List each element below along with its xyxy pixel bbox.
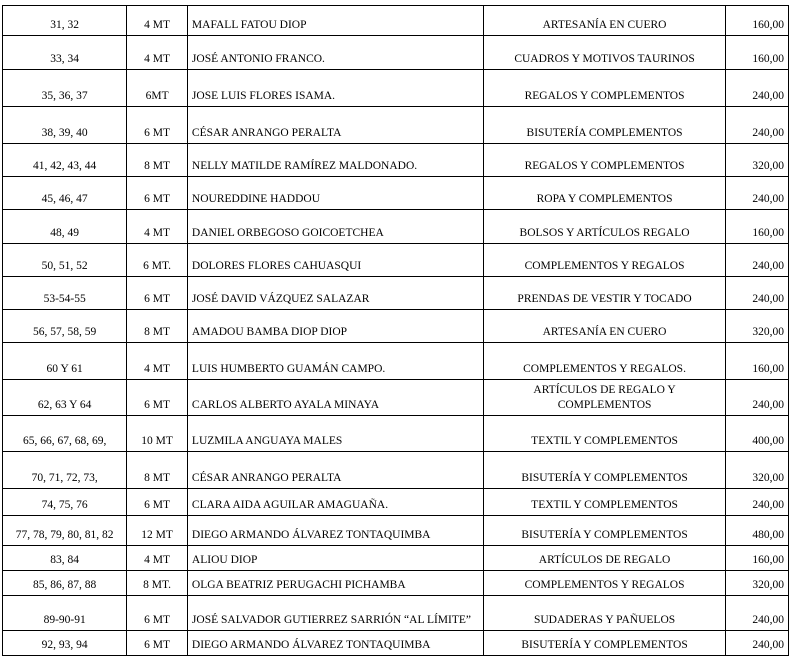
price-cell: 240,00	[726, 277, 789, 310]
activity-cell: BISUTERÍA Y COMPLEMENTOS	[483, 516, 725, 546]
stalls-table-body	[3, 6, 789, 656]
stall-size-cell: 8 MT	[127, 452, 188, 489]
price-cell: 160,00	[726, 6, 789, 36]
vendor-name-cell: CLARA AIDA AGUILAR AMAGUAÑA.	[187, 489, 483, 516]
table-row	[3, 571, 789, 596]
activity-cell: ARTÍCULOS DE REGALO Y COMPLEMENTOS	[483, 380, 725, 416]
table-row	[3, 70, 789, 107]
stall-size-cell: 6 MT	[127, 380, 188, 416]
activity-cell: CUADROS Y MOTIVOS TAURINOS	[483, 36, 725, 70]
lot-numbers-cell: 83, 84	[3, 546, 127, 571]
lot-numbers-cell: 41, 42, 43, 44	[3, 144, 127, 177]
stall-size-cell: 6 MT	[127, 177, 188, 210]
vendor-name-cell: NOUREDDINE HADDOU	[187, 177, 483, 210]
table-row	[3, 416, 789, 452]
vendor-name-cell: CÉSAR ANRANGO PERALTA	[187, 107, 483, 144]
lot-numbers-cell: 38, 39, 40	[3, 107, 127, 144]
stall-size-cell: 8 MT.	[127, 571, 188, 596]
table-row	[3, 310, 789, 343]
lot-numbers-cell: 74, 75, 76	[3, 489, 127, 516]
table-row	[3, 343, 789, 380]
vendor-name-cell: AMADOU BAMBA DIOP DIOP	[187, 310, 483, 343]
activity-cell: BISUTERÍA Y COMPLEMENTOS	[483, 452, 725, 489]
table-row	[3, 516, 789, 546]
activity-cell: REGALOS Y COMPLEMENTOS	[483, 144, 725, 177]
vendor-name-cell: JOSÉ ANTONIO FRANCO.	[187, 36, 483, 70]
stall-size-cell: 10 MT	[127, 416, 188, 452]
lot-numbers-cell: 33, 34	[3, 36, 127, 70]
price-cell: 240,00	[726, 244, 789, 277]
vendor-name-cell: DIEGO ARMANDO ÁLVAREZ TONTAQUIMBA	[187, 631, 483, 656]
activity-cell: COMPLEMENTOS Y REGALOS	[483, 571, 725, 596]
vendor-name-cell: CÉSAR ANRANGO PERALTA	[187, 452, 483, 489]
lot-numbers-cell: 53-54-55	[3, 277, 127, 310]
price-cell: 320,00	[726, 571, 789, 596]
stall-size-cell: 4 MT	[127, 6, 188, 36]
activity-cell: ROPA Y COMPLEMENTOS	[483, 177, 725, 210]
vendor-name-cell: DIEGO ARMANDO ÁLVAREZ TONTAQUIMBA	[187, 516, 483, 546]
stall-size-cell: 8 MT	[127, 144, 188, 177]
lot-numbers-cell: 85, 86, 87, 88	[3, 571, 127, 596]
price-cell: 320,00	[726, 144, 789, 177]
stall-size-cell: 6MT	[127, 70, 188, 107]
activity-cell: ARTÍCULOS DE REGALO	[483, 546, 725, 571]
stall-size-cell: 6 MT	[127, 107, 188, 144]
activity-cell: TEXTIL Y COMPLEMENTOS	[483, 416, 725, 452]
vendor-name-cell: DOLORES FLORES CAHUASQUI	[187, 244, 483, 277]
table-row	[3, 546, 789, 571]
price-cell: 240,00	[726, 631, 789, 656]
table-row	[3, 144, 789, 177]
vendor-name-cell: ALIOU DIOP	[187, 546, 483, 571]
lot-numbers-cell: 70, 71, 72, 73,	[3, 452, 127, 489]
stall-size-cell: 8 MT	[127, 310, 188, 343]
table-row	[3, 107, 789, 144]
table-row	[3, 596, 789, 631]
table-row	[3, 6, 789, 36]
lot-numbers-cell: 48, 49	[3, 210, 127, 244]
lot-numbers-cell: 62, 63 Y 64	[3, 380, 127, 416]
activity-cell: ARTESANÍA EN CUERO	[483, 310, 725, 343]
price-cell: 160,00	[726, 36, 789, 70]
stall-size-cell: 6 MT	[127, 596, 188, 631]
price-cell: 160,00	[726, 343, 789, 380]
lot-numbers-cell: 92, 93, 94	[3, 631, 127, 656]
table-row	[3, 452, 789, 489]
table-row	[3, 631, 789, 656]
activity-cell: BOLSOS Y ARTÍCULOS REGALO	[483, 210, 725, 244]
vendor-name-cell: OLGA BEATRIZ PERUGACHI PICHAMBA	[187, 571, 483, 596]
activity-cell: COMPLEMENTOS Y REGALOS	[483, 244, 725, 277]
price-cell: 320,00	[726, 452, 789, 489]
vendor-name-cell: JOSE LUIS FLORES ISAMA.	[187, 70, 483, 107]
table-row	[3, 244, 789, 277]
price-cell: 240,00	[726, 107, 789, 144]
vendor-name-cell: DANIEL ORBEGOSO GOICOETCHEA	[187, 210, 483, 244]
table-row	[3, 277, 789, 310]
activity-cell: TEXTIL Y COMPLEMENTOS	[483, 489, 725, 516]
stall-size-cell: 4 MT	[127, 546, 188, 571]
lot-numbers-cell: 65, 66, 67, 68, 69,	[3, 416, 127, 452]
vendor-name-cell: JOSÉ SALVADOR GUTIERREZ SARRIÓN “AL LÍMITE”	[187, 596, 483, 631]
stall-size-cell: 4 MT	[127, 343, 188, 380]
vendor-name-cell: LUIS HUMBERTO GUAMÁN CAMPO.	[187, 343, 483, 380]
stall-size-cell: 12 MT	[127, 516, 188, 546]
stall-size-cell: 6 MT.	[127, 244, 188, 277]
lot-numbers-cell: 77, 78, 79, 80, 81, 82	[3, 516, 127, 546]
table-row	[3, 489, 789, 516]
table-row	[3, 36, 789, 70]
activity-cell: COMPLEMENTOS Y REGALOS.	[483, 343, 725, 380]
vendor-name-cell: MAFALL FATOU DIOP	[187, 6, 483, 36]
activity-cell: PRENDAS DE VESTIR Y TOCADO	[483, 277, 725, 310]
stall-size-cell: 6 MT	[127, 631, 188, 656]
lot-numbers-cell: 45, 46, 47	[3, 177, 127, 210]
price-cell: 240,00	[726, 380, 789, 416]
stall-size-cell: 6 MT	[127, 489, 188, 516]
price-cell: 240,00	[726, 489, 789, 516]
lot-numbers-cell: 50, 51, 52	[3, 244, 127, 277]
price-cell: 240,00	[726, 177, 789, 210]
price-cell: 240,00	[726, 70, 789, 107]
price-cell: 160,00	[726, 210, 789, 244]
lot-numbers-cell: 35, 36, 37	[3, 70, 127, 107]
lot-numbers-cell: 31, 32	[3, 6, 127, 36]
activity-cell: ARTESANÍA EN CUERO	[483, 6, 725, 36]
activity-cell: REGALOS Y COMPLEMENTOS	[483, 70, 725, 107]
table-row	[3, 380, 789, 416]
activity-cell: BISUTERÍA Y COMPLEMENTOS	[483, 631, 725, 656]
lot-numbers-cell: 60 Y 61	[3, 343, 127, 380]
vendor-name-cell: CARLOS ALBERTO AYALA MINAYA	[187, 380, 483, 416]
table-row	[3, 210, 789, 244]
stall-size-cell: 4 MT	[127, 36, 188, 70]
price-cell: 400,00	[726, 416, 789, 452]
lot-numbers-cell: 89-90-91	[3, 596, 127, 631]
vendor-name-cell: NELLY MATILDE RAMÍREZ MALDONADO.	[187, 144, 483, 177]
price-cell: 320,00	[726, 310, 789, 343]
price-cell: 480,00	[726, 516, 789, 546]
table-row	[3, 177, 789, 210]
price-cell: 240,00	[726, 596, 789, 631]
vendor-name-cell: JOSÉ DAVID VÁZQUEZ SALAZAR	[187, 277, 483, 310]
stalls-table	[2, 5, 789, 656]
price-cell: 160,00	[726, 546, 789, 571]
vendor-name-cell: LUZMILA ANGUAYA MALES	[187, 416, 483, 452]
stall-size-cell: 4 MT	[127, 210, 188, 244]
activity-cell: BISUTERÍA COMPLEMENTOS	[483, 107, 725, 144]
activity-cell: SUDADERAS Y PAÑUELOS	[483, 596, 725, 631]
stall-size-cell: 6 MT	[127, 277, 188, 310]
lot-numbers-cell: 56, 57, 58, 59	[3, 310, 127, 343]
